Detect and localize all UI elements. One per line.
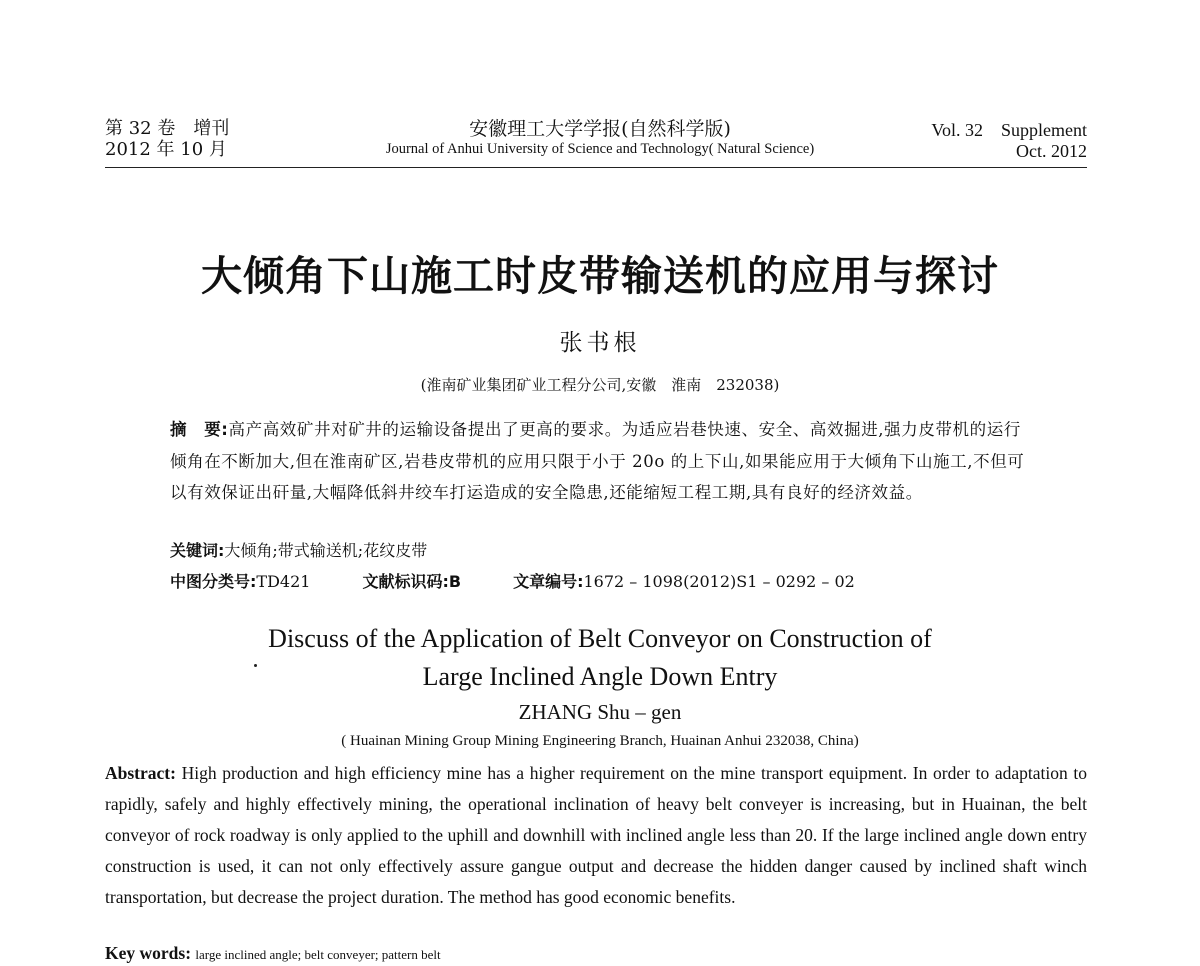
doc-code-label: 文献标识码: <box>362 572 449 591</box>
abstract-cn <box>170 414 1030 509</box>
journal-name-en: Journal of Anhui University of Science and Technology( Natural Science) <box>385 141 815 157</box>
supplement-en: Supplement <box>1001 120 1087 140</box>
volume-en: Vol. 32 <box>931 120 983 140</box>
clc-value: TD421 <box>256 572 311 591</box>
author-en: ZHANG Shu – gen <box>518 700 682 724</box>
keywords-cn-text: 大倾角;带式输送机;花纹皮带 <box>224 541 428 560</box>
classification-line <box>170 571 855 593</box>
doc-code-value: B <box>448 572 462 591</box>
author-cn: 张书根 <box>559 330 641 356</box>
article-title-en <box>0 620 1200 696</box>
journal-volume-info-en <box>931 120 1087 162</box>
article-no-label: 文章编号: <box>513 572 584 591</box>
journal-name-cn: 安徽理工大学学报(自然科学版) <box>469 118 731 140</box>
abstract-en-label: Abstract: <box>105 763 176 783</box>
date-en: Oct. 2012 <box>1016 141 1087 161</box>
abstract-cn-text: 高产高效矿井对矿井的运输设备提出了更高的要求。为适应岩巷快速、安全、高效掘进,强力皮带机的运行倾角在不断加大,但在淮南矿区,岩巷皮带机的应用只限于小于 20o 的上下山,如果能应用于大倾角下山施工,不但可以有效保证出矸量,大幅降低斜井绞车打运造成的安全隐患,还能缩短工程工期,具有良好的经济效益。 <box>170 420 1025 502</box>
keywords-en-text: large inclined angle; belt conveyer; pattern belt <box>195 947 441 962</box>
keywords-en-label: Key words: <box>105 943 192 963</box>
keywords-cn-label: 关键词: <box>170 541 225 560</box>
volume-issue-cn: 第 32 卷 增刊 <box>105 118 230 139</box>
abstract-en-text: High production and high efficiency mine has a higher requirement on the mine transport equipment. In order to adaptation to rapidly, safely and highly effectively mining, the operational inclination of heavy belt conveyer is increasing, but in Huainan, the belt conveyor of rock roadway is only applied to the uphill and downhill with inclined angle less than 20. If the large inclined angle down entry construction is used, it can not only effectively assure gangue output and decrease the hidden danger caused by inclined shaft winch transportation, but decrease the project duration. The method has good economic benefits. <box>105 763 1088 907</box>
scan-speck <box>254 664 257 667</box>
affiliation-en: ( Huainan Mining Group Mining Engineering Branch, Huainan Anhui 232038, China) <box>341 733 859 749</box>
header-divider <box>105 167 1087 168</box>
keywords-cn <box>170 540 427 562</box>
journal-name <box>300 118 900 158</box>
journal-volume-info-cn <box>105 118 229 160</box>
article-no-value: 1672 – 1098(2012)S1 – 0292 – 02 <box>583 572 855 591</box>
title-en-line2: Large Inclined Angle Down Entry <box>422 662 778 691</box>
date-cn: 2012 年 10 月 <box>105 139 227 160</box>
abstract-cn-label: 摘 要: <box>170 420 229 439</box>
title-en-line1: Discuss of the Application of Belt Conveyor on Construction of <box>268 624 932 653</box>
affiliation-cn: (淮南矿业集团矿业工程分公司,安徽 淮南 232038) <box>420 376 780 394</box>
keywords-en <box>105 942 441 966</box>
clc-label: 中图分类号: <box>170 572 257 591</box>
article-title-cn: 大倾角下山施工时皮带输送机的应用与探讨 <box>201 252 999 300</box>
abstract-en <box>105 758 1087 913</box>
